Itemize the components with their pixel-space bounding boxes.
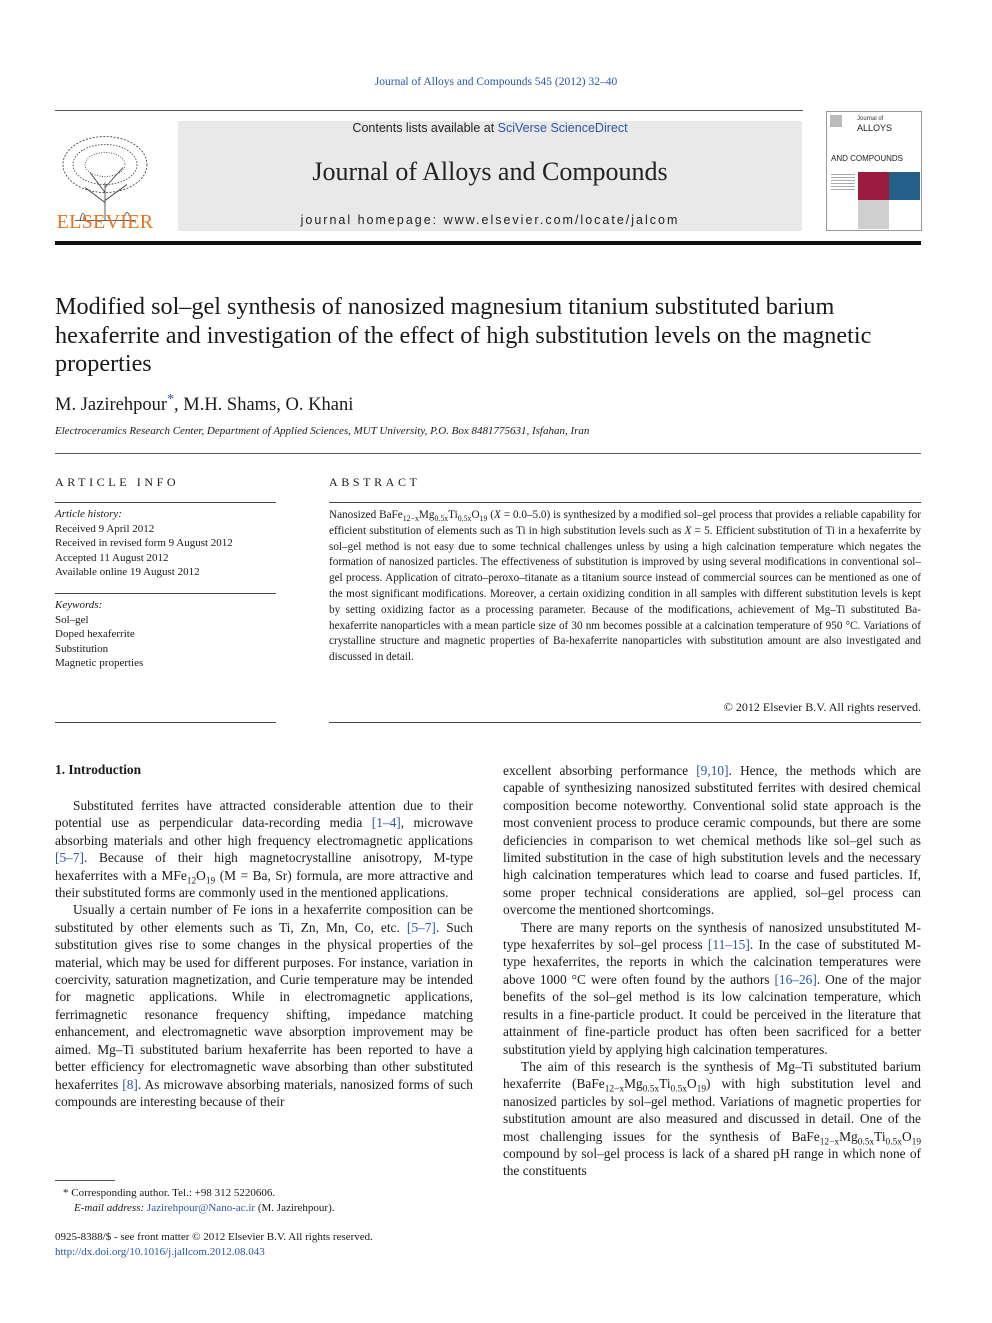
cover-emblem-icon	[830, 115, 842, 127]
keywords	[55, 598, 276, 671]
journal-name: Journal of Alloys and Compounds	[312, 157, 668, 186]
cover-title-1: Journal of	[857, 116, 884, 122]
body-column-right	[503, 762, 921, 1180]
citation-link[interactable]: [8]	[122, 1076, 138, 1092]
publisher-name: ELSEVIER	[56, 211, 154, 233]
paragraph: excellent absorbing performance [9,10]. Hence, the methods which are capable of synthesizing nanosized substituted ferrites with desired chemical composition become noteworthy. Conventional solid state approach is the most convenient process to produce ceramic compounds, but there are some deficiencies in comparison to wet chemical methods like sol–gel such as limited substitution in the case of high substitution levels and the necessary high calcination temperatures which lead to coarse and fused particles. If, some proper technical considerations are applied, sol–gel process can overcome the mentioned shortcomings.	[503, 763, 921, 918]
history-received: Received 9 April 2012	[55, 522, 155, 535]
paragraph: Substituted ferrites have attracted considerable attention due to their potential use as perpendicular data-recording media [1–4], microwave absorbing materials and other high frequency electromagnetic applications [5–7]. Because of their high magnetocrystalline anisotropy, M-type hexaferrites with a $MFe_{12}O_{19}$ (M = Ba, Sr) formula, are more attractive and their substituted forms are commonly used in the mentioned applications.	[55, 798, 473, 901]
citation-link[interactable]: [1–4]	[371, 815, 401, 831]
citation-link[interactable]: [5–7]	[55, 850, 85, 866]
footnote-rule	[55, 1180, 115, 1181]
abstract-copyright: © 2012 Elsevier B.V. All rights reserved.	[723, 700, 921, 714]
keyword-item: Magnetic properties	[55, 657, 144, 670]
info-rule-top	[55, 502, 276, 503]
keyword-item: Substitution	[55, 642, 109, 655]
paragraph: There are many reports on the synthesis of nanosized unsubstituted M-type hexaferrites by sol–gel process [11–15]. In the case of substituted M-type hexaferrites, the reports in which the calcination temperatures were above 1000 °C were often found by the authors [16–26]. One of the major benefits of the sol–gel method is its low calcination temperature, which results in a fine-particle product. It could be perceived in the literature that attainment of fine-particle product has often been sacrificed for a better substitution yield by applying high calcination temperatures.	[503, 919, 922, 1057]
keyword-item: Doped hexaferrite	[55, 628, 135, 641]
footnotes	[55, 1186, 475, 1216]
doi-link[interactable]: http://dx.doi.org/10.1016/j.jallcom.2012.08.043	[55, 1245, 265, 1258]
issn-line: 0925-8388/$ - see front matter © 2012 Elsevier B.V. All rights reserved.	[55, 1231, 373, 1243]
cover-block-grey	[858, 200, 889, 229]
journal-homepage[interactable]: journal homepage: www.elsevier.com/locate/jalcom	[300, 213, 680, 227]
citation-link[interactable]: [5–7]	[406, 919, 436, 935]
history-online: Available online 19 August 2012	[55, 566, 200, 579]
contents-prefix: Contents lists available at	[352, 121, 498, 135]
cover-text-lines	[831, 172, 855, 192]
author-email-link[interactable]: Jazirehpour@Nano-ac.ir	[146, 1202, 256, 1214]
journal-reference[interactable]: Journal of Alloys and Compounds 545 (2012) 32–40	[374, 76, 618, 88]
history-accepted: Accepted 11 August 2012	[55, 551, 169, 564]
author-others: , M.H. Shams, O. Khani	[174, 395, 354, 416]
author-list	[55, 392, 353, 416]
affiliation-rule	[55, 453, 921, 454]
article-info-heading: ARTICLE INFO	[55, 475, 180, 489]
citation-link[interactable]: [16–26]	[774, 971, 817, 987]
abstract-rule-top	[329, 502, 921, 503]
keyword-item: Sol–gel	[55, 613, 89, 626]
citation-link[interactable]: [11–15]	[707, 937, 750, 953]
sciencedirect-link[interactable]: SciVerse ScienceDirect	[497, 121, 628, 135]
body-column-left	[55, 797, 473, 1110]
header-top-rule	[55, 110, 803, 111]
history-revised: Received in revised form 9 August 2012	[55, 537, 233, 550]
cover-title-3: AND COMPOUNDS	[831, 154, 904, 163]
header-bottom-rule	[55, 241, 921, 245]
abstract-rule-bottom	[329, 722, 921, 723]
author-first: M. Jazirehpour	[55, 395, 167, 416]
corresponding-author-note: * Corresponding author. Tel.: +98 312 5220606.	[63, 1187, 276, 1199]
journal-cover	[826, 111, 922, 231]
info-rule-bottom	[55, 722, 276, 723]
article-history	[55, 507, 276, 580]
abstract-text: Nanosized $BaFe_{12-x}Mg_{0.5x}Ti_{0.5x}O_{19}$ (X = 0.0–5.0) is synthesized by a modified sol–gel process that provides a reliable capability for efficient substitution of elements such as Ti in high substitution levels such as X = 5. Efficient substitution of Ti in a hexaferrite by sol–gel method is not easy due to some technical challenges unless by using a high calcination temperature which negates the formation of nanosized particles. The effectiveness of substitution is improved by using several modifications in conventional sol–gel process. Application of citrato–peroxo–titanate as a titanium source instead of commercial sources can be mentioned as one of the most significant modifications. Moreover, a certain oxidizing condition in all samples with different substitution levels is kept by setting oxidizing factor as a processing parameter. Because of the modifications, achievement of Mg–Ti substituted Ba-hexaferrite nanoparticles with a mean particle size of 30 nm becomes possible at a calcination temperature of 950 °C. Variations of crystalline structure and magnetic properties of Ba-hexaferrite nanoparticles with substitution amount are also investigated and discussed in detail.	[329, 509, 922, 664]
front-matter	[55, 1230, 475, 1259]
abstract-heading: ABSTRACT	[329, 475, 421, 489]
email-note: E-mail address: Jazirehpour@Nano-ac.ir (M. Jazirehpour).	[74, 1202, 335, 1214]
cover-block-red	[858, 172, 889, 200]
section-heading-introduction: 1. Introduction	[55, 762, 142, 777]
article-title: Modified sol–gel synthesis of nanosized magnesium titanium substituted barium hexaferrite and investigation of the effect of high substitution levels on the magnetic properties	[55, 293, 872, 377]
cover-block-blue	[889, 172, 920, 200]
history-label: Article history:	[55, 508, 122, 520]
citation-link[interactable]: [9,10]	[696, 763, 729, 778]
paragraph: The aim of this research is the synthesis of Mg–Ti substituted barium hexaferrite $(BaFe_{12-x}Mg_{0.5x}Ti_{0.5x}O_{19})$ with high substitution level and nanosized particles by sol–gel method. Variations of magnetic properties for substitution amount are also measured and discussed in detail. One of the most challenging issues for the synthesis of $BaFe_{12-x}Mg_{0.5x}Ti_{0.5x}O_{19}$ compound by sol–gel process is lack of a shared pH range in which none of the constituents	[503, 1058, 922, 1179]
corresponding-author-mark[interactable]: *	[167, 392, 174, 407]
affiliation: Electroceramics Research Center, Department of Applied Sciences, MUT University, P.O. Box 8481775631, Isfahan, Iran	[55, 425, 590, 437]
paragraph: Usually a certain number of Fe ions in a hexaferrite composition can be substituted by other elements such as Ti, Zn, Mn, Co, etc. [5–7]. Such substitution gives rise to some changes in the physical properties of the material, which may be used for different purposes. For instance, variation in coercivity, saturation magnetization, and Curie temperature may be intended for magnetic applications. While in electromagnetic applications, ferrimagnetic resonance frequency shifting, impedance matching enhancement, and electromagnetic wave absorption improvement may be aimed. Mg–Ti substituted barium hexaferrite has been reported to have a better efficiency for electromagnetic wave absorbing than other substituted hexaferrites [8]. As microwave absorbing materials, nanosized forms of such compounds are interesting because of their	[55, 902, 474, 1109]
keywords-label: Keywords:	[55, 599, 103, 611]
info-rule-middle	[55, 593, 276, 594]
cover-title-2: ALLOYS	[857, 123, 893, 133]
contents-line	[178, 121, 802, 135]
